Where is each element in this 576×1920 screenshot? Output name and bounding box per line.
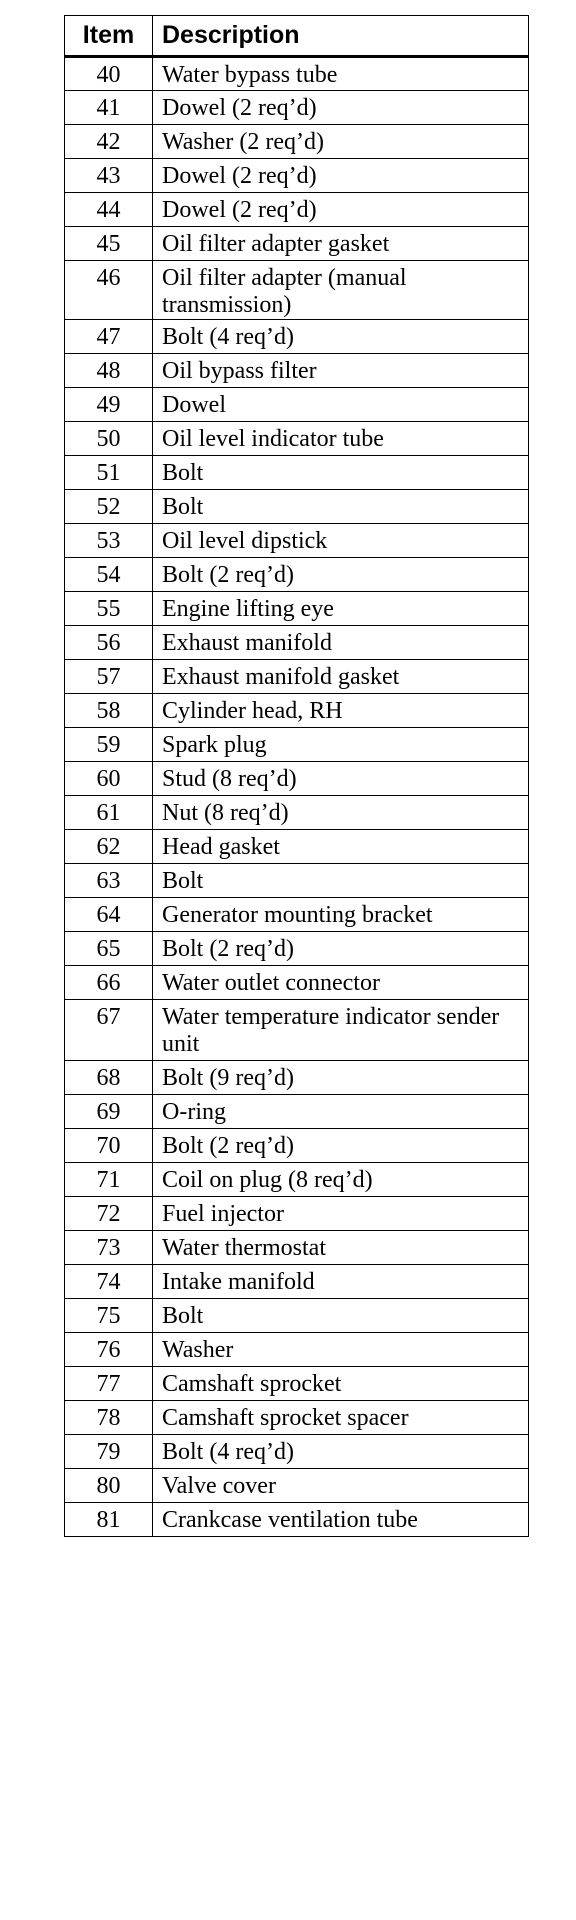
item-number-cell: 56 (65, 626, 153, 660)
item-number-cell: 47 (65, 320, 153, 354)
item-number-cell: 49 (65, 388, 153, 422)
description-cell: Dowel (153, 388, 529, 422)
item-number-cell: 73 (65, 1231, 153, 1265)
description-cell: Head gasket (153, 830, 529, 864)
table-row (65, 898, 529, 932)
table-row (65, 1299, 529, 1333)
item-number-cell: 78 (65, 1401, 153, 1435)
item-number-cell: 81 (65, 1503, 153, 1537)
description-cell: Camshaft sprocket spacer (153, 1401, 529, 1435)
table-row (65, 1435, 529, 1469)
table-row (65, 159, 529, 193)
table-row (65, 261, 529, 320)
item-number-cell: 48 (65, 354, 153, 388)
table-row (65, 762, 529, 796)
item-number-cell: 52 (65, 490, 153, 524)
table-header-row (65, 16, 529, 57)
table-row (65, 932, 529, 966)
description-cell: Bolt (153, 490, 529, 524)
description-cell: Bolt (2 req’d) (153, 932, 529, 966)
table-row (65, 1333, 529, 1367)
table-row (65, 57, 529, 91)
description-cell: Dowel (2 req’d) (153, 159, 529, 193)
table-row (65, 1503, 529, 1537)
description-cell: Intake manifold (153, 1265, 529, 1299)
table-row (65, 1197, 529, 1231)
description-cell: Oil level indicator tube (153, 422, 529, 456)
description-cell: Nut (8 req’d) (153, 796, 529, 830)
description-cell: Oil level dipstick (153, 524, 529, 558)
table-row (65, 1265, 529, 1299)
description-cell: Crankcase ventilation tube (153, 1503, 529, 1537)
table-row (65, 1061, 529, 1095)
item-number-cell: 71 (65, 1163, 153, 1197)
item-number-cell: 54 (65, 558, 153, 592)
description-cell: Valve cover (153, 1469, 529, 1503)
table-row (65, 1095, 529, 1129)
table-row (65, 524, 529, 558)
description-column-header: Description (153, 16, 529, 57)
description-cell: Water outlet connector (153, 966, 529, 1000)
table-row (65, 91, 529, 125)
item-number-cell: 59 (65, 728, 153, 762)
table-row (65, 422, 529, 456)
description-cell: Generator mounting bracket (153, 898, 529, 932)
item-number-cell: 62 (65, 830, 153, 864)
table-row (65, 694, 529, 728)
item-number-cell: 51 (65, 456, 153, 490)
table-row (65, 558, 529, 592)
table-row (65, 728, 529, 762)
table-row (65, 1367, 529, 1401)
table-row (65, 1163, 529, 1197)
table-row (65, 456, 529, 490)
description-cell: Washer (2 req’d) (153, 125, 529, 159)
description-cell: Bolt (2 req’d) (153, 558, 529, 592)
item-number-cell: 46 (65, 261, 153, 320)
table-row (65, 660, 529, 694)
table-row (65, 388, 529, 422)
description-cell: Oil bypass filter (153, 354, 529, 388)
item-number-cell: 80 (65, 1469, 153, 1503)
description-cell: Oil filter adapter gasket (153, 227, 529, 261)
item-number-cell: 66 (65, 966, 153, 1000)
item-number-cell: 43 (65, 159, 153, 193)
item-number-cell: 42 (65, 125, 153, 159)
item-number-cell: 60 (65, 762, 153, 796)
table-row (65, 227, 529, 261)
table-row (65, 1000, 529, 1061)
item-number-cell: 40 (65, 57, 153, 91)
description-cell: Spark plug (153, 728, 529, 762)
item-number-cell: 65 (65, 932, 153, 966)
parts-table-body (65, 57, 529, 1537)
description-cell: Exhaust manifold gasket (153, 660, 529, 694)
description-cell: Stud (8 req’d) (153, 762, 529, 796)
item-number-cell: 58 (65, 694, 153, 728)
table-row (65, 1231, 529, 1265)
item-number-cell: 77 (65, 1367, 153, 1401)
item-number-cell: 45 (65, 227, 153, 261)
item-number-cell: 69 (65, 1095, 153, 1129)
description-cell: Bolt (9 req’d) (153, 1061, 529, 1095)
description-cell: Bolt (153, 864, 529, 898)
table-row (65, 490, 529, 524)
description-cell: Bolt (4 req’d) (153, 1435, 529, 1469)
table-row (65, 796, 529, 830)
item-number-cell: 63 (65, 864, 153, 898)
table-row (65, 1469, 529, 1503)
table-row (65, 626, 529, 660)
description-cell: Engine lifting eye (153, 592, 529, 626)
description-cell: Dowel (2 req’d) (153, 193, 529, 227)
description-cell: Water thermostat (153, 1231, 529, 1265)
item-number-cell: 57 (65, 660, 153, 694)
description-cell: Water temperature indicator sender unit (153, 1000, 529, 1061)
parts-table (64, 15, 529, 1537)
item-number-cell: 41 (65, 91, 153, 125)
item-number-cell: 70 (65, 1129, 153, 1163)
description-cell: O-ring (153, 1095, 529, 1129)
description-cell: Oil filter adapter (manual transmission) (153, 261, 529, 320)
item-number-cell: 79 (65, 1435, 153, 1469)
item-number-cell: 61 (65, 796, 153, 830)
table-row (65, 864, 529, 898)
table-row (65, 1129, 529, 1163)
table-row (65, 966, 529, 1000)
description-cell: Coil on plug (8 req’d) (153, 1163, 529, 1197)
item-number-cell: 76 (65, 1333, 153, 1367)
description-cell: Cylinder head, RH (153, 694, 529, 728)
description-cell: Bolt (2 req’d) (153, 1129, 529, 1163)
description-cell: Exhaust manifold (153, 626, 529, 660)
description-cell: Dowel (2 req’d) (153, 91, 529, 125)
description-cell: Bolt (4 req’d) (153, 320, 529, 354)
item-number-cell: 74 (65, 1265, 153, 1299)
item-number-cell: 68 (65, 1061, 153, 1095)
description-cell: Bolt (153, 456, 529, 490)
item-number-cell: 64 (65, 898, 153, 932)
table-row (65, 320, 529, 354)
table-row (65, 830, 529, 864)
item-column-header: Item (65, 16, 153, 57)
table-row (65, 193, 529, 227)
item-number-cell: 67 (65, 1000, 153, 1061)
table-row (65, 1401, 529, 1435)
description-cell: Camshaft sprocket (153, 1367, 529, 1401)
item-number-cell: 55 (65, 592, 153, 626)
description-cell: Bolt (153, 1299, 529, 1333)
table-row (65, 592, 529, 626)
table-row (65, 354, 529, 388)
item-number-cell: 75 (65, 1299, 153, 1333)
description-cell: Water bypass tube (153, 57, 529, 91)
item-number-cell: 53 (65, 524, 153, 558)
table-row (65, 125, 529, 159)
item-number-cell: 50 (65, 422, 153, 456)
item-number-cell: 72 (65, 1197, 153, 1231)
item-number-cell: 44 (65, 193, 153, 227)
description-cell: Washer (153, 1333, 529, 1367)
description-cell: Fuel injector (153, 1197, 529, 1231)
